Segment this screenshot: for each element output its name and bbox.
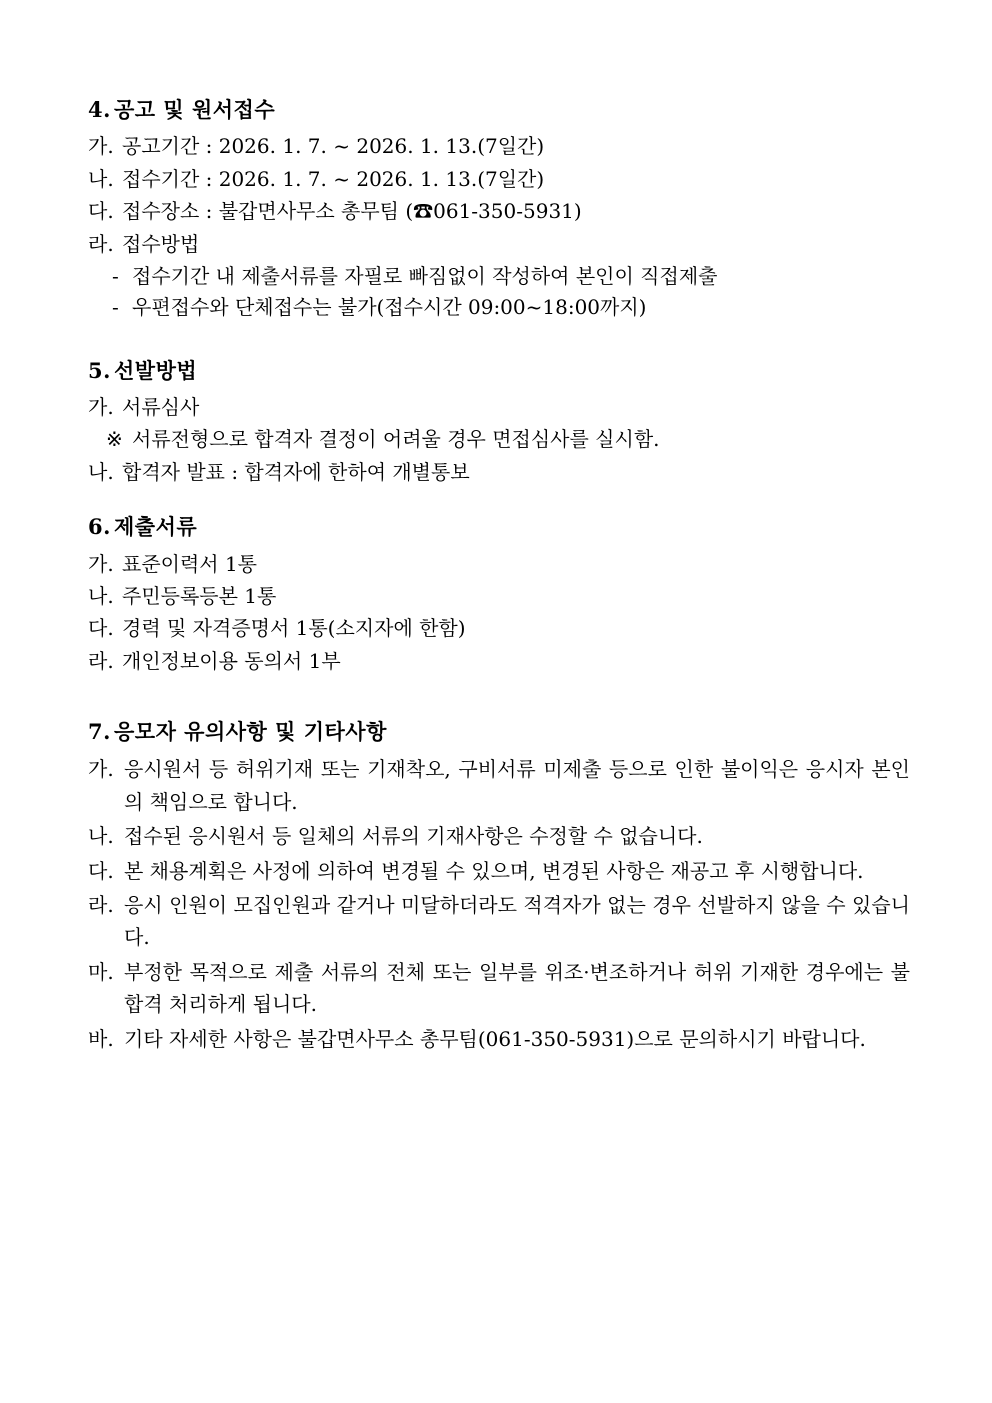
section-5-heading bbox=[88, 357, 912, 385]
item-marker: 가. bbox=[88, 757, 114, 782]
item-marker: 다. bbox=[88, 199, 114, 224]
section-4-title: 공고 및 원서접수 bbox=[114, 97, 276, 122]
list-item bbox=[88, 131, 912, 161]
section-7 bbox=[88, 718, 912, 1055]
section-5 bbox=[88, 357, 912, 488]
item-marker: 바. bbox=[88, 1026, 114, 1051]
section-6-heading bbox=[88, 513, 912, 541]
sub-list-item bbox=[112, 292, 912, 322]
section-6-number: 6. bbox=[88, 514, 111, 540]
section-7-number: 7. bbox=[88, 719, 111, 745]
item-text: 표준이력서 1통 bbox=[122, 551, 258, 576]
list-item bbox=[88, 549, 912, 579]
list-item bbox=[88, 196, 912, 226]
section-6 bbox=[88, 513, 912, 676]
item-text: 공고기간 : 2026. 1. 7. ~ 2026. 1. 13.(7일간) bbox=[122, 134, 545, 159]
item-text: 접수기간 : 2026. 1. 7. ~ 2026. 1. 13.(7일간) bbox=[122, 166, 545, 191]
item-marker: 라. bbox=[88, 648, 114, 673]
item-marker: 다. bbox=[88, 616, 114, 641]
item-text: 개인정보이용 동의서 1부 bbox=[122, 648, 341, 673]
list-item bbox=[88, 820, 912, 852]
section-4 bbox=[88, 96, 912, 323]
subitem-marker: - bbox=[112, 263, 119, 288]
item-text: 서류심사 bbox=[122, 395, 200, 420]
list-item bbox=[88, 855, 912, 887]
note-text: 서류전형으로 합격자 결정이 어려울 경우 면접심사를 실시함. bbox=[132, 427, 660, 452]
item-text: 본 채용계획은 사정에 의하여 변경될 수 있으며, 변경된 사항은 재공고 후 시행합니다. bbox=[124, 858, 864, 883]
list-item bbox=[88, 753, 912, 818]
item-text: 기타 자세한 사항은 불갑면사무소 총무팀(061-350-5931)으로 문의하시기 바랍니다. bbox=[124, 1026, 866, 1051]
item-marker: 라. bbox=[88, 893, 114, 918]
section-7-heading bbox=[88, 718, 912, 746]
item-marker: 가. bbox=[88, 551, 114, 576]
section-5-title: 선발방법 bbox=[114, 357, 198, 383]
list-item bbox=[88, 164, 912, 194]
spacer bbox=[88, 702, 912, 718]
item-marker: 나. bbox=[88, 824, 114, 849]
item-text: 접수된 응시원서 등 일체의 서류의 기재사항은 수정할 수 없습니다. bbox=[124, 824, 703, 849]
subitem-marker: - bbox=[112, 295, 119, 320]
list-item bbox=[88, 646, 912, 676]
item-text: 합격자 발표 : 합격자에 한하여 개별통보 bbox=[122, 459, 470, 484]
section-5-note bbox=[106, 424, 912, 454]
item-text: 부정한 목적으로 제출 서류의 전체 또는 일부를 위조·변조하거나 허위 기재한 경우에는 불합격 처리하게 됩니다. bbox=[124, 959, 910, 1017]
sub-list-item bbox=[112, 261, 912, 291]
note-marker-icon: ※ bbox=[106, 427, 123, 452]
section-4-items bbox=[88, 131, 912, 259]
item-marker: 나. bbox=[88, 583, 114, 608]
section-6-title: 제출서류 bbox=[114, 514, 198, 540]
item-text: 주민등록등본 1통 bbox=[122, 583, 277, 608]
list-item bbox=[88, 229, 912, 259]
spacer bbox=[88, 349, 912, 357]
subitem-text: 접수기간 내 제출서류를 자필로 빠짐없이 작성하여 본인이 직접제출 bbox=[132, 263, 718, 288]
list-item bbox=[88, 613, 912, 643]
subitem-text: 우편접수와 단체접수는 불가(접수시간 09:00~18:00까지) bbox=[132, 295, 647, 320]
section-6-items bbox=[88, 549, 912, 677]
item-marker: 나. bbox=[88, 459, 114, 484]
list-item bbox=[88, 457, 912, 487]
list-item bbox=[88, 889, 912, 954]
item-text: 접수방법 bbox=[122, 231, 200, 256]
item-marker: 라. bbox=[88, 231, 114, 256]
section-7-title: 응모자 유의사항 및 기타사항 bbox=[114, 719, 387, 745]
item-marker: 가. bbox=[88, 134, 114, 159]
item-text: 응시원서 등 허위기재 또는 기재착오, 구비서류 미제출 등으로 인한 불이익은 응시자 본인의 책임으로 합니다. bbox=[124, 757, 910, 814]
item-text: 접수장소 : 불갑면사무소 총무팀 (☎061-350-5931) bbox=[122, 199, 582, 224]
item-marker: 가. bbox=[88, 395, 114, 420]
item-marker: 다. bbox=[88, 858, 114, 883]
item-text: 응시 인원이 모집인원과 같거나 미달하더라도 적격자가 없는 경우 선발하지 않을 수 있습니다. bbox=[124, 893, 910, 950]
item-text: 경력 및 자격증명서 1통(소지자에 한함) bbox=[122, 616, 466, 641]
list-item bbox=[88, 581, 912, 611]
section-4-number: 4. bbox=[88, 97, 111, 122]
item-marker: 나. bbox=[88, 166, 114, 191]
list-item bbox=[88, 392, 912, 422]
list-item bbox=[88, 956, 912, 1021]
list-item bbox=[88, 1023, 912, 1055]
section-5-number: 5. bbox=[88, 357, 111, 383]
section-4-heading bbox=[88, 96, 912, 124]
item-marker: 마. bbox=[88, 959, 114, 984]
